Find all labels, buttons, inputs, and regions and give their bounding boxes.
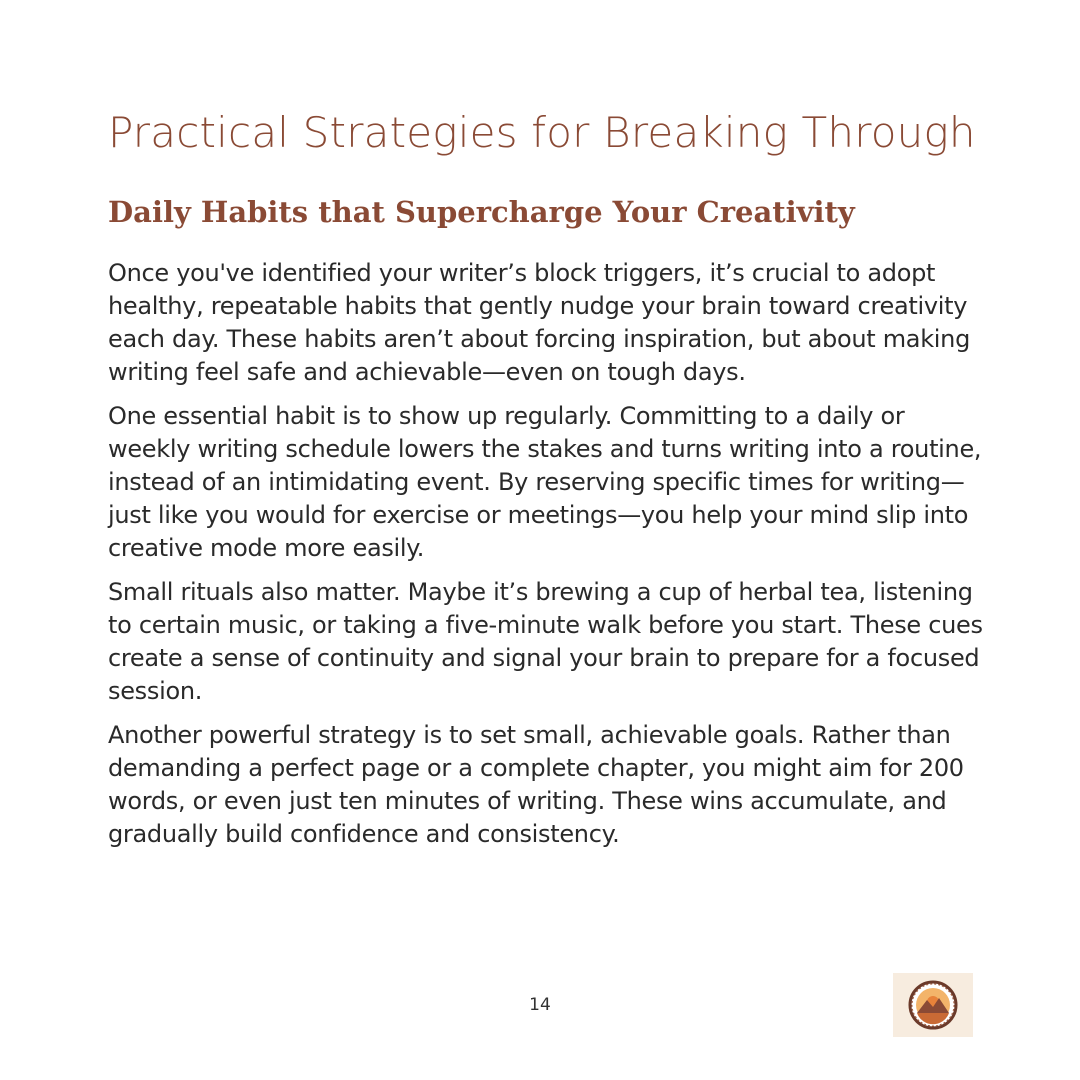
paragraph: One essential habit is to show up regularly. Committing to a daily or weekly writing schedule lowers the stakes and turns writing into a routine, instead of an intimidating event. By reserving specific times for writing—just like you would for exercise or meetings—you help your mind slip into creative mode more easily.: [108, 402, 982, 562]
section-heading: Daily Habits that Supercharge Your Creativity: [108, 195, 855, 229]
page-number: 14: [529, 995, 551, 1015]
chapter-title: Practical Strategies for Breaking Through: [108, 108, 976, 157]
mountain-sunset-badge-icon: [908, 980, 958, 1030]
paragraph: Once you've identified your writer’s block triggers, it’s crucial to adopt healthy, repeatable habits that gently nudge your brain toward creativity each day. These habits aren’t about forcing inspiration, but about making writing feel safe and achievable—even on tough days.: [108, 259, 971, 386]
body-text: [108, 257, 988, 862]
paragraph: Small rituals also matter. Maybe it’s brewing a cup of herbal tea, listening to certain music, or taking a five-minute walk before you start. These cues create a sense of continuity and signal your brain to prepare for a focused session.: [108, 578, 983, 705]
paragraph: Another powerful strategy is to set small, achievable goals. Rather than demanding a perfect page or a complete chapter, you might aim for 200 words, or even just ten minutes of writing. These wins accumulate, and gradually build confidence and consistency.: [108, 721, 964, 848]
logo: [893, 973, 973, 1037]
